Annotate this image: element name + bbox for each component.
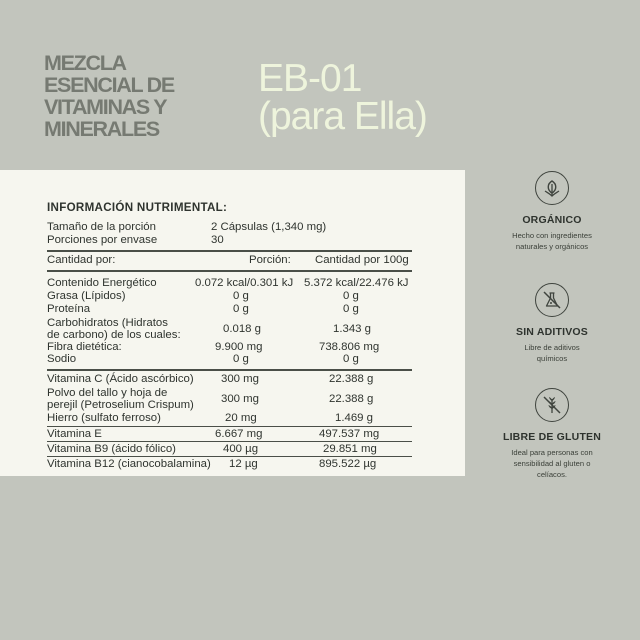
nutrient-name: Sodio [47,353,77,365]
no-additives-badge [482,283,622,364]
badge-desc-line: Libre de aditivos [524,343,580,352]
table-row [47,290,412,303]
servings-value: 30 [211,234,224,246]
nutrient-portion: 9.900 mg [215,341,263,353]
table-row [47,373,412,387]
vitamin-name: Vitamina C (Ácido ascórbico) [47,373,194,385]
table-row [47,277,412,290]
col-header-portion: Porción: [249,254,291,266]
badge-desc-line: sensibilidad al gluten o [513,459,591,468]
product-subtitle: (para Ella) [258,95,427,138]
table-row [47,442,412,456]
leaf-icon [535,171,569,205]
gluten-free-badge [482,388,622,480]
vitamin-per100: 497.537 mg [319,428,380,440]
servings-row [47,234,412,247]
nutrient-per100: 738.806 mg [319,341,380,353]
vitamin-name: Hierro (sulfato ferroso) [47,412,161,424]
badge-description [482,342,622,364]
nutrient-name-line: de carbono) de los cuales: [47,329,181,341]
vitamin-portion: 6.667 mg [215,428,263,440]
product-name-heading [258,57,427,138]
nutrient-per100: 1.343 g [333,323,372,335]
col-header-label: Cantidad por: [47,254,116,266]
nutrient-portion: 0.072 kcal/0.301 kJ [195,277,294,289]
product-category-heading [44,52,174,140]
table-row [47,457,412,471]
nutrient-name: Proteína [47,303,91,315]
heading-line: VITAMINAS Y [44,95,167,119]
nutrient-name: Fibra dietética: [47,341,122,353]
organic-badge [482,171,622,252]
vitamin-portion: 400 µg [223,443,259,455]
badge-desc-line: celíacos. [537,470,567,479]
nutrient-portion: 0 g [233,290,249,302]
table-row [47,303,412,317]
serving-size-label: Tamaño de la porción [47,221,156,233]
nutrient-portion: 0 g [233,303,249,315]
vitamin-name-line: Polvo del tallo y hoja de [47,387,168,399]
vitamin-per100: 1.469 g [335,412,374,424]
vitamin-name: Vitamina B9 (ácido fólico) [47,443,176,455]
badge-title: LIBRE DE GLUTEN [502,431,602,443]
nutrient-name: Grasa (Lípidos) [47,290,126,302]
nutrient-portion: 0.018 g [223,323,262,335]
nutrient-per100: 0 g [343,303,359,315]
badge-description [482,230,622,252]
leaf-icon-svg [541,177,563,199]
badge-description [482,447,622,480]
col-header-per100: Cantidad por 100g [315,254,409,266]
no-flask-icon-svg [540,288,564,312]
serving-size-row [47,221,412,234]
heading-line: ESENCIAL DE [44,73,174,97]
heading-line: MINERALES [44,117,159,141]
nutrient-per100: 0 g [343,290,359,302]
vitamin-name: Vitamina E [47,428,102,440]
vitamin-per100: 22.388 g [329,393,374,405]
badge-title: ORGÁNICO [522,214,582,226]
badge-desc-line: Ideal para personas con [511,448,593,457]
nutrient-per100: 5.372 kcal/22.476 kJ [304,277,409,289]
nutrient-name [47,317,181,341]
product-code: EB-01 [258,57,362,100]
no-wheat-icon [535,388,569,422]
vitamin-per100: 22.388 g [329,373,374,385]
table-title: INFORMACIÓN NUTRIMENTAL: [47,201,228,214]
nutrient-per100: 0 g [343,353,359,365]
nutrient-name-line: Carbohidratos (Hidratos [47,317,168,329]
table-row [47,341,412,353]
badge-desc-line: Hecho con ingredientes [512,231,592,240]
no-wheat-icon-svg [540,393,564,417]
vitamin-portion: 300 mg [221,373,259,385]
badge-desc-line: químicos [536,354,568,363]
nutrient-name: Contenido Energético [47,277,157,289]
table-row [47,427,412,441]
nutrient-portion: 0 g [233,353,249,365]
table-row [47,317,412,341]
badge-title: SIN ADITIVOS [515,326,589,338]
vitamin-name: Vitamina B12 (cianocobalamina) [47,458,211,470]
vitamin-name-line: perejil (Petroselium Crispum) [47,399,194,411]
vitamin-portion: 300 mg [221,393,259,405]
vitamin-portion: 12 µg [229,458,258,470]
badge-desc-line: naturales y orgánicos [515,242,589,251]
servings-label: Porciones por envase [47,234,158,246]
nutrition-table [47,200,412,471]
serving-size-value: 2 Cápsulas (1,340 mg) [211,221,327,233]
heading-line: MEZCLA [44,51,126,75]
no-flask-icon [535,283,569,317]
table-row [47,387,412,411]
vitamin-name [47,387,194,411]
vitamin-per100: 29.851 mg [323,443,377,455]
vitamin-per100: 895.522 µg [319,458,377,470]
table-row [47,353,412,365]
column-header-row [47,252,412,269]
nutrition-panel [0,170,465,476]
table-row [47,411,412,426]
vitamin-portion: 20 mg [225,412,257,424]
